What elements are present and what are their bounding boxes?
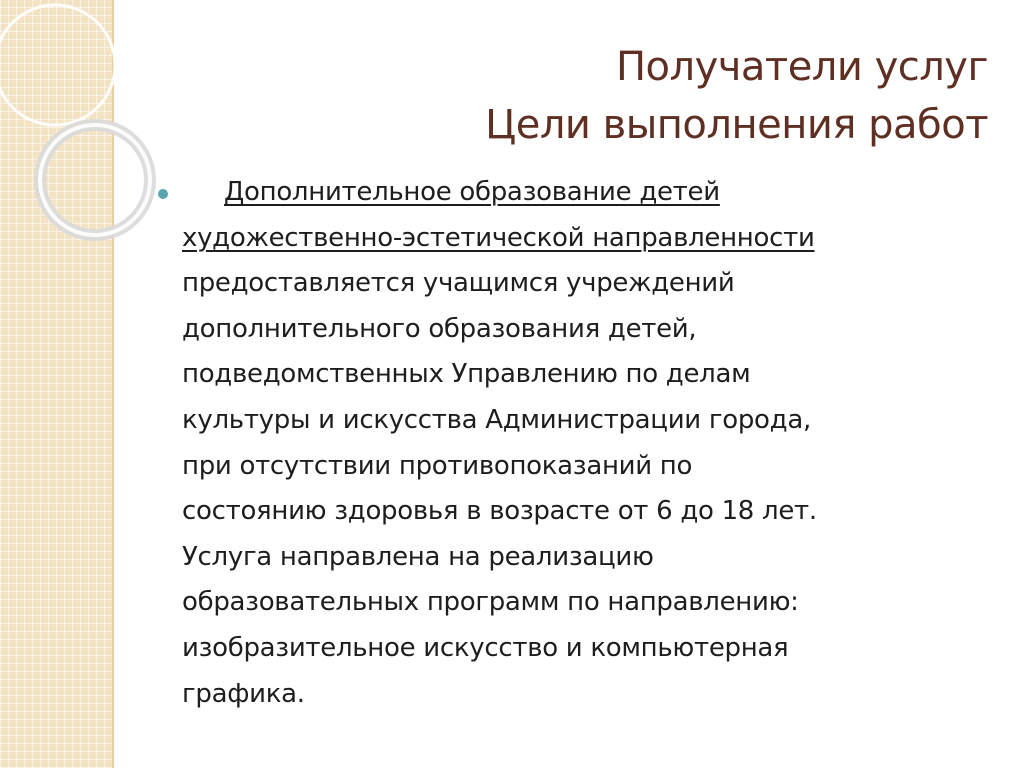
title-line-2: Цели выполнения работ (485, 102, 988, 148)
body-line: состоянию здоровья в возрасте от 6 до 18 лет. (182, 496, 817, 527)
body-line: образовательных программ по направлению: (182, 587, 799, 618)
title-line-1: Получатели услуг (615, 44, 988, 90)
round-bullet-icon (158, 189, 168, 199)
decorative-rings-icon (0, 0, 130, 260)
body-line: дополнительного образования детей, (182, 313, 697, 344)
body-line: Услуга направлена на реализацию (182, 541, 654, 572)
body-underlined-line-2: художественно-эстетической направленности (182, 222, 815, 253)
slide-title (485, 38, 988, 154)
body-text (182, 170, 982, 717)
body-line: предоставляется учащимся учреждений (182, 268, 735, 299)
body-line: при отсутствии противопоказаний по (182, 450, 693, 481)
body-line: подведомственных Управлению по делам (182, 359, 751, 390)
body-line: графика. (182, 678, 305, 709)
body-line: изобразительное искусство и компьютерная (182, 632, 789, 663)
body-line: культуры и искусства Администрации города, (182, 404, 811, 435)
body-underlined-line-1: Дополнительное образование детей (224, 177, 720, 207)
